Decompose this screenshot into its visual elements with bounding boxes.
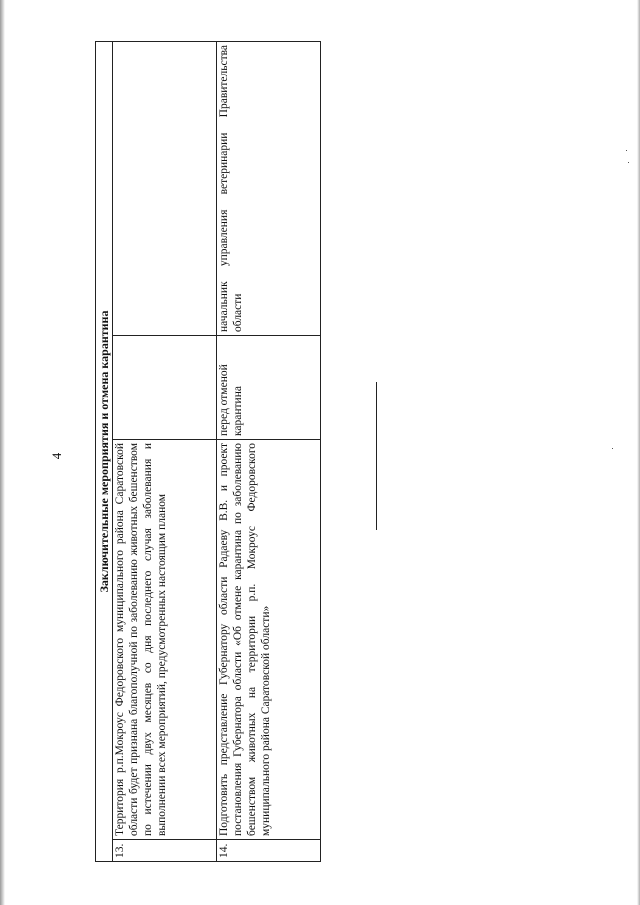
- measure-text: Подготовить представление Губернатору области Радаеву В.В. и проект постановления Губернатора области «Об отмене карантина по заболеванию бешенством животных на территории р.п. Мокроус Федоровского муниципального района Саратовской области»: [217, 440, 321, 840]
- measures-table-rotated: [95, 42, 321, 862]
- row-number: 14.: [217, 840, 321, 862]
- scan-speck: [626, 150, 627, 151]
- measures-table-container: [95, 42, 321, 862]
- measure-text: Территория р.п.Мокроус Федоровского муниципального района Саратовской области будет признана благополучной по заболеванию животных бешенством по истечении двух месяцев со дня последнего случая заболевания и выполнении всех мероприятий, предусмотренных настоящим планом: [113, 440, 217, 840]
- measures-table: [95, 41, 321, 862]
- table-row: [217, 41, 321, 861]
- scan-speck: [628, 162, 629, 163]
- responsible-text: [113, 41, 217, 335]
- row-number: 13.: [113, 840, 217, 862]
- scan-speck: [612, 448, 613, 449]
- closing-rule: [376, 382, 377, 530]
- deadline-text: [113, 336, 217, 440]
- scan-edge-left: [0, 0, 5, 905]
- page-number: 4: [49, 452, 64, 460]
- section-heading: Заключительные мероприятия и отмена карантина: [96, 41, 113, 861]
- deadline-text: перед отменой карантина: [217, 336, 321, 440]
- responsible-text: начальник управления ветеринарии Правительства области: [217, 41, 321, 335]
- section-heading-row: [96, 41, 113, 861]
- table-row: [113, 41, 217, 861]
